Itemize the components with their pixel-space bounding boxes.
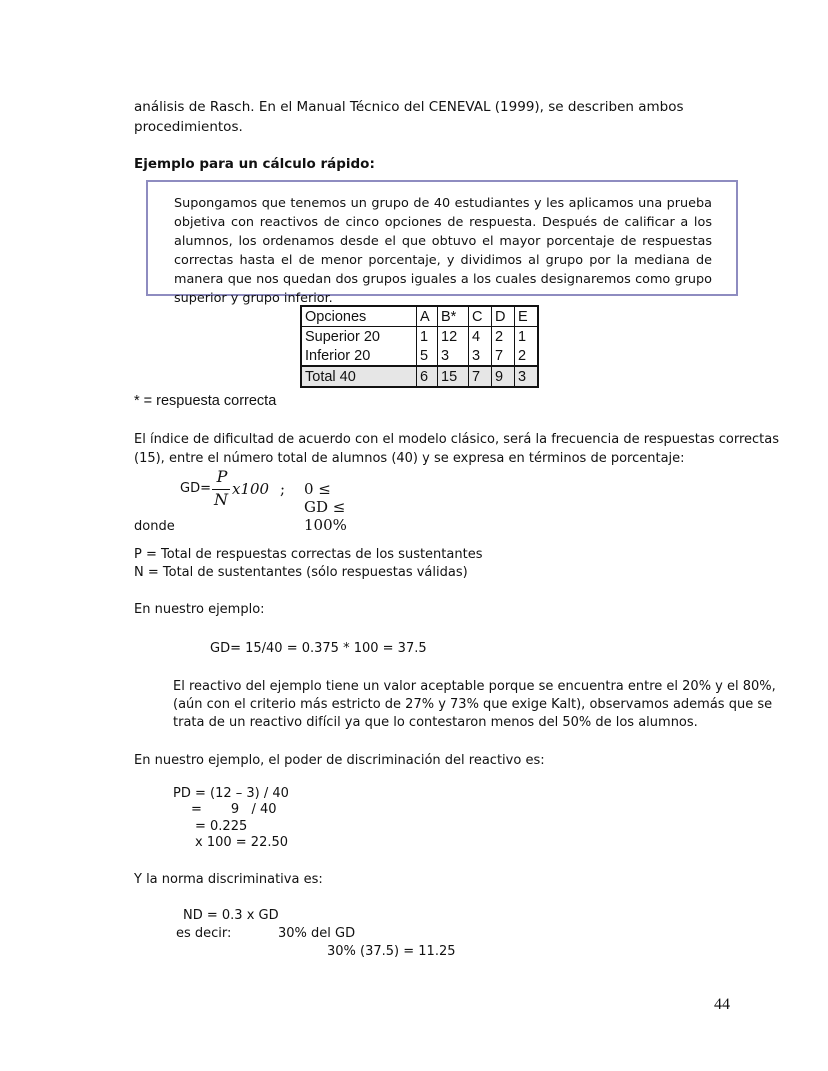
table-cell: 4 bbox=[469, 327, 492, 347]
definition-p: P = Total de respuestas correctas de los sustentantes bbox=[134, 547, 483, 562]
table-total-cell: 7 bbox=[469, 366, 492, 387]
intro-line-1: análisis de Rasch. En el Manual Técnico del CENEVAL (1999), se describen ambos bbox=[134, 99, 684, 115]
table-total-cell: 15 bbox=[438, 366, 469, 387]
nd-es-decir: es decir: bbox=[176, 926, 232, 941]
gd-calculation: GD= 15/40 = 0.375 * 100 = 37.5 bbox=[210, 641, 427, 656]
table-header-cell: B* bbox=[438, 306, 469, 327]
table-cell: 1 bbox=[417, 327, 438, 347]
table-row bbox=[301, 327, 538, 347]
table-total-cell: Total 40 bbox=[301, 366, 417, 387]
difficulty-line-2: (15), entre el número total de alumnos (40) y se expresa en términos de porcentaje: bbox=[134, 451, 685, 466]
difficulty-line-1: El índice de dificultad de acuerdo con el modelo clásico, será la frecuencia de respuestas correctas bbox=[134, 432, 780, 447]
pd-intro: En nuestro ejemplo, el poder de discriminación del reactivo es: bbox=[134, 753, 545, 768]
example-heading: Ejemplo para un cálculo rápido: bbox=[134, 156, 375, 172]
table-cell: 12 bbox=[438, 327, 469, 347]
nd-percent: 30% del GD bbox=[278, 926, 356, 941]
table-header-row bbox=[301, 306, 538, 327]
nd-intro: Y la norma discriminativa es: bbox=[134, 872, 323, 887]
table-total-cell: 6 bbox=[417, 366, 438, 387]
table-header-cell: A bbox=[417, 306, 438, 327]
table-cell: 5 bbox=[417, 346, 438, 366]
page-number: 44 bbox=[714, 996, 730, 1013]
table-cell: 2 bbox=[515, 346, 539, 366]
pd-line-1: PD = (12 – 3) / 40 bbox=[173, 786, 289, 801]
pd-line-2: = 9 / 40 bbox=[191, 802, 277, 817]
nd-result: 30% (37.5) = 11.25 bbox=[327, 944, 456, 959]
example-label-1: En nuestro ejemplo: bbox=[134, 602, 265, 617]
table-row bbox=[301, 346, 538, 366]
table-header-cell: Opciones bbox=[301, 306, 417, 327]
options-table bbox=[300, 305, 539, 388]
table-total-cell: 3 bbox=[515, 366, 539, 387]
correct-answer-footnote: * = respuesta correcta bbox=[134, 393, 277, 409]
formula-range: 0 ≤ GD ≤ 100% bbox=[304, 480, 347, 534]
table-total-cell: 9 bbox=[492, 366, 515, 387]
formula-prefix: GD= bbox=[180, 481, 211, 496]
intro-line-2: procedimientos. bbox=[134, 119, 243, 135]
table-cell: Inferior 20 bbox=[301, 346, 417, 366]
table-cell: 3 bbox=[438, 346, 469, 366]
definition-n: N = Total de sustentantes (sólo respuestas válidas) bbox=[134, 565, 468, 580]
pd-line-3: = 0.225 bbox=[195, 819, 248, 834]
formula-numerator: P bbox=[216, 467, 228, 486]
formula-separator: ; bbox=[280, 480, 286, 498]
reactivo-line-3: trata de un reactivo difícil ya que lo contestaron menos del 50% de los alumnos. bbox=[173, 715, 698, 730]
nd-line-1: ND = 0.3 x GD bbox=[183, 908, 279, 923]
table-cell: 7 bbox=[492, 346, 515, 366]
example-box-text: Supongamos que tenemos un grupo de 40 estudiantes y les aplicamos una prueba objetiva con reactivos de cinco opciones de respuesta. Después de calificar a los alumnos, los ordenamos desde el que obtuvo el mayor porcentaje de respuestas correctas hasta el de menor porcentaje, y dividimos al grupo por la mediana de manera que nos quedan dos grupos iguales a los cuales designaremos como grupo superior y grupo inferior. bbox=[174, 196, 712, 306]
example-box bbox=[146, 180, 738, 306]
pd-line-4: x 100 = 22.50 bbox=[195, 835, 289, 850]
formula-multiplier: x100 bbox=[232, 480, 270, 498]
table-total-row bbox=[301, 366, 538, 387]
table-cell: Superior 20 bbox=[301, 327, 417, 347]
reactivo-line-2: (aún con el criterio más estricto de 27% y 73% que exige Kalt), observamos además que se bbox=[173, 697, 773, 712]
donde-label: donde bbox=[134, 519, 175, 534]
table-cell: 2 bbox=[492, 327, 515, 347]
table-header-cell: D bbox=[492, 306, 515, 327]
table-header-cell: C bbox=[469, 306, 492, 327]
table-header-cell: E bbox=[515, 306, 539, 327]
reactivo-line-1: El reactivo del ejemplo tiene un valor aceptable porque se encuentra entre el 20% y el 80%, bbox=[173, 679, 776, 694]
formula-denominator: N bbox=[214, 490, 228, 509]
table-cell: 1 bbox=[515, 327, 539, 347]
table-cell: 3 bbox=[469, 346, 492, 366]
